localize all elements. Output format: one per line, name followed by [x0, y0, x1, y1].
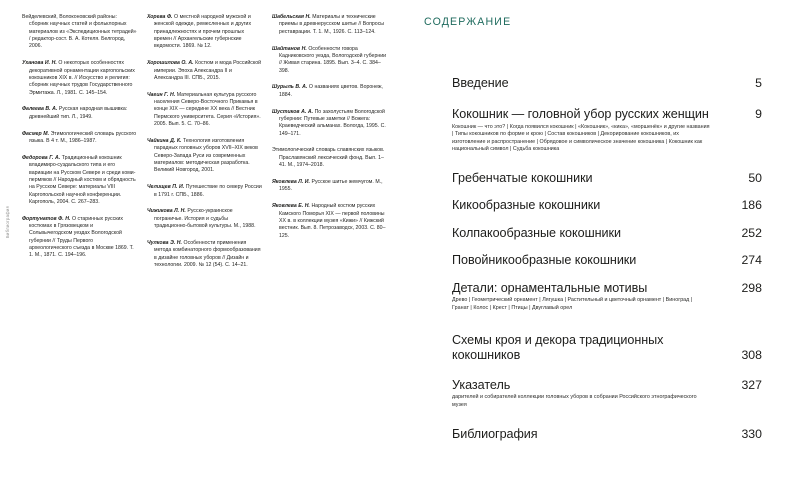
bibliography-column-2	[147, 14, 262, 490]
contents-entry-index[interactable]	[452, 378, 762, 410]
entry-text: Материальная культура русского населения Северо-Восточного Прикамья в конце XIX — середине XX века // Вестник Пермского университета. Серия «История». 2005. Вып. 5. С. 70–86.	[154, 91, 261, 128]
entry-author: Чулкова Э. Н.	[147, 239, 182, 246]
contents-entry-subsections: Кокошник — что это? | Когда появился кокошник | «Кокошник», «кика», «моршенёк» и другие названия | Типы кокошников по форме и крою | Состав кокошников | Декорирование кокошников, их изготовление и распространение | Обрядовое и символическое значение кокошника | Кокошник как национальный символ | Судьба кокошника	[452, 123, 710, 153]
contents-entry-label: Библиография	[452, 427, 538, 442]
bibliography-column-3	[272, 14, 387, 490]
entry-text: По захолустьям Вологодской губернии: Путевые заметки // Вожега: Краеведческий альманах. Вологда, 1995. С. 149–171.	[279, 108, 386, 137]
contents-list	[452, 76, 762, 455]
bibliography-entry	[147, 60, 262, 82]
contents-heading: СОДЕРЖАНИЕ	[424, 16, 512, 28]
contents-entry-label: Указатель	[452, 377, 511, 392]
contents-entry-introduction[interactable]	[452, 76, 762, 91]
contents-entry-page: 9	[755, 107, 762, 121]
entry-author: Федорова Г. А.	[22, 154, 61, 161]
entry-text: Материалы и технические приемы в древнерусском шитье // Вопросы реставрации. Т. 1. М., 1926. С. 113–124.	[279, 14, 385, 35]
entry-author: Чайкина Д. К.	[147, 137, 182, 144]
bibliography-entry	[147, 208, 262, 230]
contents-entry-bibliography[interactable]	[452, 427, 762, 442]
entry-text: Народный костюм русских Камского Поморья XIX — первой половины XX в. в коллекции музея «Кижи» // Кижский вестник. Вып. 8. Петрозаводск, 2003. С. 80–125.	[279, 203, 386, 239]
contents-entry-row	[452, 281, 762, 296]
bibliography-entry	[22, 131, 137, 146]
entry-text: О местной народной мужской и женской одежде, ремесленных и других принадлежностях и прочем прошлых времен // Архангельские губернские ведомости. 1869. № 12.	[154, 14, 252, 50]
bibliography-columns	[22, 14, 386, 490]
entry-author: Шайтанов Н.	[272, 45, 307, 52]
contents-entry-page: 50	[748, 170, 762, 185]
contents-entry-label: Повойникообразные кокошники	[452, 253, 637, 268]
entry-text: О названиях цветов. Воронеж, 1884.	[279, 84, 383, 98]
entry-author: Хорева Ф.	[147, 14, 173, 20]
contents-entry-row	[452, 333, 762, 363]
entry-text: Вейделевский, Волоконовский районы: сборник научных статей и фольклорных материалов из «Экспедиционных тетрадей» / редактор-сост. В. А. Котеля. Белгород, 2006.	[22, 14, 137, 50]
bibliography-entry	[22, 14, 137, 51]
bibliography-entry	[22, 155, 137, 206]
entry-text: Традиционный кокошник владимиро-суздальского типа и его вариации на Русском Севере и среди коми-пермяков // Народный костюм и обрядность на Русском Севере: материалы VIII Каргопольской научной конференции. Каргополь, 2004. С. 267–283.	[29, 154, 136, 205]
contents-entry-row	[452, 427, 762, 442]
contents-entry-row	[452, 198, 762, 213]
entry-author: Фортунатов Ф. Н.	[22, 215, 71, 222]
bibliography-entry	[272, 147, 387, 169]
contents-entry-row	[452, 253, 762, 268]
entry-text: О старинных русских костюмах в Грязовецком и Сольвычегодском уездах Вологодской губернии // Труды Первого археологического съезда в Москве 1869. Т. 1. М., 1871. С. 194–196.	[29, 215, 134, 259]
contents-entry-details[interactable]	[452, 281, 762, 313]
entry-text: Русское шитье жемчугом. М., 1955.	[279, 179, 383, 193]
contents-entry-page: 308	[741, 347, 762, 362]
contents-entry-page: 252	[741, 225, 762, 240]
bibliography-entry	[272, 14, 387, 36]
bibliography-entry	[272, 46, 387, 75]
entry-text: Технология изготовления парадных головных уборов XVII–XIX веков Северо-Запада Руси из современных материалов: методическая разработка. Великий Новгород, 2001.	[154, 137, 258, 174]
bibliography-entry	[147, 184, 262, 199]
contents-entry-label: Колпакообразные кокошники	[452, 225, 621, 240]
entry-author: Чагин Г. Н.	[147, 91, 176, 98]
contents-entry-label: Гребенчатые кокошники	[452, 170, 593, 185]
entry-author: Шустиков А. А.	[272, 108, 314, 115]
bibliography-entry	[147, 138, 262, 175]
entry-author: Шурыль В. А.	[272, 84, 308, 91]
entry-author: Челищев П. И.	[147, 184, 185, 191]
contents-entry-page: 274	[741, 253, 762, 268]
entry-text: Этимологический словарь славянских языков. Праславянский лексический фонд. Вып. 1–41. М., 1974–2018.	[272, 147, 385, 169]
bibliography-entry	[272, 109, 387, 138]
contents-entry-grebenchatye[interactable]	[452, 171, 762, 186]
contents-entry-page: 298	[741, 280, 762, 295]
entry-text: Особенности применения метода комбинаторного формообразования в дизайне головных уборов // Дизайн и технологии. 2009. № 12 (54). С. 14–21.	[154, 239, 261, 268]
entry-text: Костюм и мода Российской империи. Эпоха Александра II и Александра III. СПБ., 2015.	[154, 60, 261, 81]
contents-entry-row	[452, 107, 762, 122]
contents-entry-label: Кокошник — головной убор русских женщин	[452, 107, 709, 121]
entry-author: Яковлева Е. Н.	[272, 203, 310, 210]
contents-entry-page: 186	[741, 198, 762, 213]
entry-author: Фалеева В. А.	[22, 106, 58, 113]
right-page-contents	[394, 0, 789, 500]
bibliography-entry	[147, 240, 262, 269]
contents-entry-povoynikoobraznye[interactable]	[452, 253, 762, 268]
entry-text: Путешествие по северу России в 1791 г. СПБ., 1886.	[154, 184, 262, 198]
entry-author: Фасмер М.	[22, 130, 50, 137]
contents-entry-row	[452, 76, 762, 91]
contents-entry-page: 5	[755, 76, 762, 90]
contents-entry-page: 330	[741, 427, 762, 442]
contents-entry-label: Схемы кроя и декора традиционных кокошников	[452, 332, 664, 362]
running-head-bibliography: Библиография	[5, 205, 10, 238]
contents-entry-label: Детали: орнаментальные мотивы	[452, 280, 648, 295]
entry-text: Особенности говора Кадниковского уезда, Вологодской губернии // Живая старина. 1895. Вып. 3–4. С. 384–398.	[279, 45, 386, 74]
contents-entry-page: 327	[741, 377, 762, 392]
bibliography-entry	[22, 216, 137, 260]
entry-author: Уханова И. Н.	[22, 60, 57, 67]
entry-text: О некоторых особенностях декоративной орнаментации каргопольских кокошников XIX в. // Искусство и религия: сборник научных трудов Государственного Эрмитажа. Л., 1981. С. 145–154.	[29, 60, 135, 96]
contents-entry-subsections: дарителей и собирателей коллекции головных уборов в собрании Российского этнографического музея	[452, 394, 697, 408]
left-page-bibliography	[0, 0, 394, 500]
contents-entry-row	[452, 378, 762, 393]
contents-entry-kikoobraznye[interactable]	[452, 198, 762, 213]
entry-text: Этимологический словарь русского языка. В 4 т. М., 1986–1987.	[29, 130, 137, 144]
bibliography-entry	[147, 14, 262, 51]
bibliography-entry	[272, 179, 387, 194]
contents-entry-label: Введение	[452, 76, 509, 90]
entry-author: Яковлева Л. И.	[272, 179, 310, 185]
contents-entry-kokoshnik-chapter[interactable]	[452, 107, 762, 154]
contents-entry-label: Кикообразные кокошники	[452, 198, 601, 213]
bibliography-entry	[272, 203, 387, 240]
bibliography-entry	[22, 106, 137, 121]
contents-entry-row	[452, 226, 762, 241]
bibliography-column-1	[22, 14, 137, 490]
entry-author: Хорошилова О. А.	[147, 60, 194, 67]
contents-entry-row	[452, 171, 762, 186]
bibliography-entry	[272, 84, 387, 99]
contents-entry-subsections: Древо | Геометрический орнамент | Лягушка | Растительный и цветочный орнамент | Виноград | Гранат | Колос | Крест | Птицы | Двуглавый орел	[452, 297, 693, 311]
bibliography-entry	[147, 92, 262, 129]
contents-entry-schemes[interactable]	[452, 333, 762, 363]
entry-text: Русская народная вышивка: древнейший тип. Л., 1949.	[29, 106, 128, 120]
entry-author: Чижикова Л. Н.	[147, 208, 186, 215]
entry-author: Шабельская Н.	[272, 14, 311, 20]
bibliography-entry	[22, 60, 137, 97]
contents-entry-kolpakoobraznye[interactable]	[452, 226, 762, 241]
entry-text: Русско-украинское пограничье. История и судьбы традиционно-бытовой культуры. М., 1988.	[154, 208, 256, 230]
